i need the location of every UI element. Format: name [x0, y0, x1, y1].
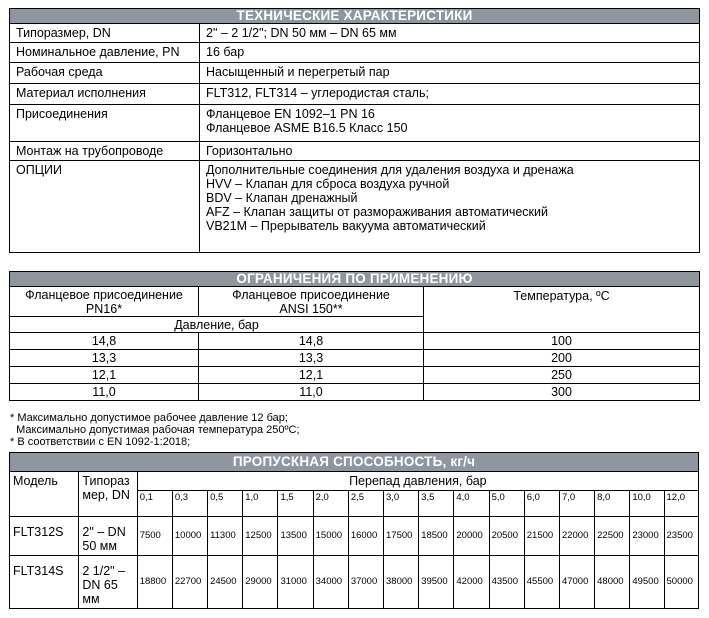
dp-value: 5,0	[489, 491, 524, 517]
spec-key: Рабочая среда	[10, 63, 200, 84]
capacity-value: 37000	[348, 556, 383, 609]
dp-value: 0,5	[208, 491, 243, 517]
capacity-title: ПРОПУСКНАЯ СПОСОБНОСТЬ, кг/ч	[10, 453, 699, 472]
dp-header: Перепад давления, бар	[137, 472, 698, 491]
capacity-value: 10000	[172, 517, 207, 556]
spec-value-line: Горизонтально	[206, 144, 293, 158]
capacity-value: 24500	[208, 556, 243, 609]
capacity-value: 34000	[313, 556, 348, 609]
spec-value	[200, 24, 700, 43]
capacity-value: 7500	[137, 517, 172, 556]
spec-value	[200, 105, 700, 142]
capacity-value: 16000	[348, 517, 383, 556]
spec-key: Номинальное давление, PN	[10, 43, 200, 63]
model-cell: FLT314S	[10, 556, 79, 609]
dp-value: 8,0	[595, 491, 630, 517]
size-line: мм	[82, 592, 100, 606]
spec-key: ОПЦИИ	[10, 161, 200, 253]
capacity-value: 15000	[313, 517, 348, 556]
capacity-value: 49500	[630, 556, 664, 609]
spec-value-line: Фланцевое ASME B16.5 Класс 150	[206, 121, 408, 135]
limits-row	[10, 384, 700, 401]
note-line: Максимально допустимая рабочая температура 250ºС;	[10, 424, 300, 436]
size-cell	[79, 556, 137, 609]
size-line: 2 1/2" –	[82, 564, 126, 578]
col-ansi-header: Фланцевое присоединение ANSI 150**	[199, 287, 424, 317]
capacity-value: 13500	[278, 517, 313, 556]
capacity-value: 11300	[208, 517, 243, 556]
capacity-value: 45500	[524, 556, 559, 609]
capacity-value: 17500	[384, 517, 419, 556]
limits-table	[9, 271, 700, 401]
dp-value: 3,5	[419, 491, 454, 517]
capacity-value: 50000	[664, 556, 699, 609]
size-line: 50 мм	[82, 539, 117, 553]
capacity-value: 12500	[243, 517, 278, 556]
size-line: DN 65	[82, 578, 118, 592]
capacity-value: 38000	[384, 556, 419, 609]
capacity-value: 18500	[419, 517, 454, 556]
dp-value: 3,0	[384, 491, 419, 517]
pressure-label: Давление, бар	[10, 317, 424, 333]
spec-row	[10, 43, 700, 63]
spec-key: Присоединения	[10, 105, 200, 142]
spec-key: Монтаж на трубопроводе	[10, 142, 200, 161]
spec-row	[10, 105, 700, 142]
limits-row	[10, 367, 700, 384]
limits-cell: 11,0	[10, 384, 199, 401]
limits-cell: 100	[424, 333, 700, 350]
limits-cell: 12,1	[199, 367, 424, 384]
spec-value-line: 2" – 2 1/2"; DN 50 мм – DN 65 мм	[206, 26, 397, 40]
size-line: 2" – DN	[82, 525, 126, 539]
capacity-value: 47000	[559, 556, 594, 609]
capacity-value: 31000	[278, 556, 313, 609]
capacity-row	[10, 556, 699, 609]
limits-cell: 250	[424, 367, 700, 384]
capacity-value: 20500	[489, 517, 524, 556]
limits-cell: 12,1	[10, 367, 199, 384]
model-header: Модель	[10, 472, 79, 517]
capacity-value: 22000	[559, 517, 594, 556]
dp-value: 1,0	[243, 491, 278, 517]
limits-cell: 13,3	[10, 350, 199, 367]
capacity-value: 23500	[664, 517, 699, 556]
capacity-value: 39500	[419, 556, 454, 609]
capacity-value: 22700	[172, 556, 207, 609]
capacity-table	[9, 452, 699, 609]
capacity-value: 42000	[454, 556, 489, 609]
spec-key: Материал исполнения	[10, 84, 200, 105]
spec-value	[200, 161, 700, 253]
dp-value: 6,0	[524, 491, 559, 517]
limits-cell: 300	[424, 384, 700, 401]
capacity-value: 29000	[243, 556, 278, 609]
limits-row	[10, 350, 700, 367]
limits-notes	[10, 412, 300, 448]
spec-value-line: FLT312, FLT314 – углеродистая сталь;	[206, 86, 429, 100]
spec-value-line: VB21M – Прерыватель вакуума автоматический	[206, 219, 486, 233]
capacity-value: 20000	[454, 517, 489, 556]
dp-value: 0,3	[172, 491, 207, 517]
spec-value-line: Насыщенный и перегретый пар	[206, 65, 390, 79]
spec-key: Типоразмер, DN	[10, 24, 200, 43]
spec-row	[10, 63, 700, 84]
spec-value-line: BDV – Клапан дренажный	[206, 191, 358, 205]
limits-cell: 14,8	[199, 333, 424, 350]
dp-value: 7,0	[559, 491, 594, 517]
limits-cell: 200	[424, 350, 700, 367]
spec-value-line: 16 бар	[206, 45, 245, 59]
dp-value: 0,1	[137, 491, 172, 517]
model-cell: FLT312S	[10, 517, 79, 556]
spec-value-line: AFZ – Клапан защиты от размораживания автоматический	[206, 205, 548, 219]
col-pn16-header: Фланцевое присоединение PN16*	[10, 287, 199, 317]
spec-value	[200, 142, 700, 161]
limits-title: ОГРАНИЧЕНИЯ ПО ПРИМЕНЕНИЮ	[10, 272, 700, 287]
col-temperature-header: Температура, ºС	[424, 287, 700, 333]
capacity-value: 21500	[524, 517, 559, 556]
limits-cell: 11,0	[199, 384, 424, 401]
spec-title: ТЕХНИЧЕСКИЕ ХАРАКТЕРИСТИКИ	[10, 9, 700, 24]
size-header: Типораз мер, DN	[79, 472, 137, 517]
spec-row	[10, 24, 700, 43]
capacity-value: 43500	[489, 556, 524, 609]
limits-cell: 13,3	[199, 350, 424, 367]
spec-value	[200, 63, 700, 84]
dp-value: 2,5	[348, 491, 383, 517]
limits-row	[10, 333, 700, 350]
spec-value	[200, 84, 700, 105]
dp-value: 2,0	[313, 491, 348, 517]
spec-row	[10, 84, 700, 105]
limits-cell: 14,8	[10, 333, 199, 350]
spec-value-line: Дополнительные соединения для удаления воздуха и дренажа	[206, 163, 574, 177]
note-line: * Максимально допустимое рабочее давление 12 бар;	[10, 412, 288, 424]
spec-row	[10, 142, 700, 161]
capacity-value: 22500	[595, 517, 630, 556]
dp-value: 4,0	[454, 491, 489, 517]
size-cell	[79, 517, 137, 556]
capacity-value: 18800	[137, 556, 172, 609]
note-line: * В соответствии с EN 1092-1:2018;	[10, 436, 191, 448]
spec-value	[200, 43, 700, 63]
dp-value: 12,0	[664, 491, 699, 517]
spec-row	[10, 161, 700, 253]
capacity-value: 48000	[595, 556, 630, 609]
capacity-value: 23000	[630, 517, 664, 556]
spec-value-line: HVV – Клапан для сброса воздуха ручной	[206, 177, 450, 191]
dp-value: 1,5	[278, 491, 313, 517]
spec-table	[9, 8, 700, 253]
spec-value-line: Фланцевое EN 1092–1 PN 16	[206, 107, 375, 121]
capacity-row	[10, 517, 699, 556]
dp-value: 10,0	[630, 491, 664, 517]
